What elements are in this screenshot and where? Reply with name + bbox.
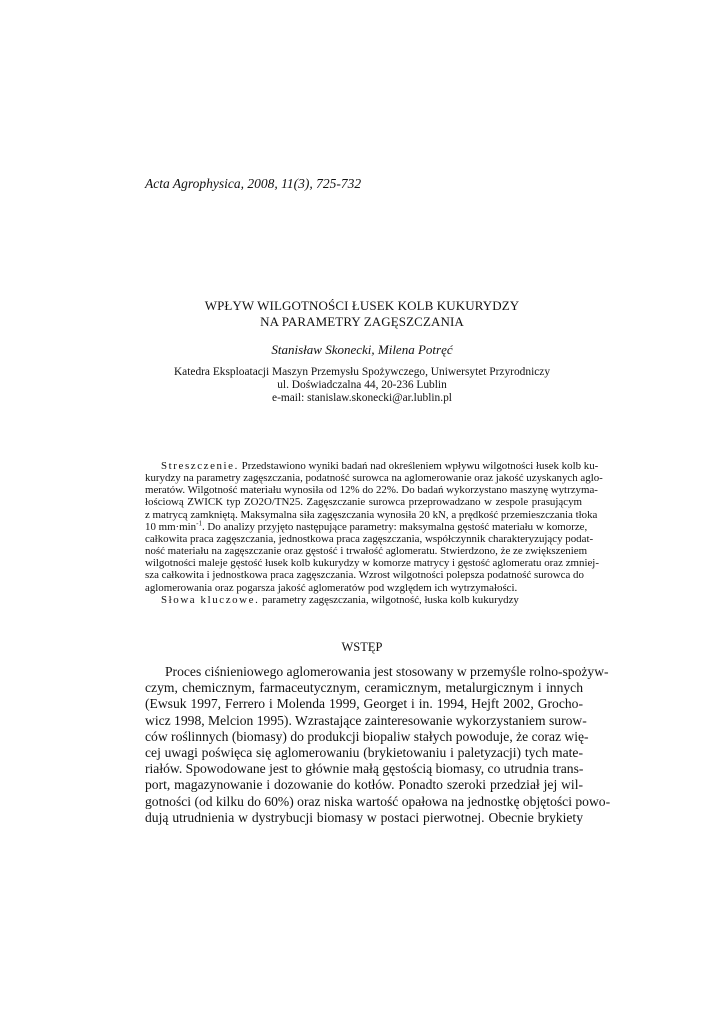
abstract-line: meratów. Wilgotność materiału wynosiła od 12% do 22%. Do badań wykorzystano maszynę wytrzyma-: [145, 484, 598, 497]
paper-title-line-1: WPŁYW WILGOTNOŚCI ŁUSEK KOLB KUKURYDZY: [204, 298, 520, 313]
abstract-line: sza całkowita i jednostkowa praca zagęszczania. Wzrost wilgotności polepsza podatność surowca do: [145, 569, 584, 582]
abstract-line: z matrycą zamkniętą. Maksymalna siła zagęszczania wynosiła 20 kN, a prędkość przemieszczania tłoka: [145, 508, 598, 521]
body-line: port, magazynowanie i dozowanie do kotłów. Ponadto szeroki przedział jej wil-: [145, 777, 583, 793]
body-line: wicz 1998, Melcion 1995). Wzrastające zainteresowanie wykorzystaniem surow-: [145, 712, 587, 728]
abstract-line: całkowita praca zagęszczania, jednostkowa praca zagęszczania, współczynnik charakteryzujący podat-: [145, 532, 594, 545]
abstract-line: 10 $mm\cdot\min^{-1}$. Do analizy przyjęto następujące parametry: maksymalna gęstość materiału w komorze,: [145, 519, 588, 533]
body-line: (Ewsuk 1997, Ferrero i Molenda 1999, Georget i in. 1994, Hejft 2002, Grocho-: [145, 696, 583, 712]
paper-title-line-2: NA PARAMETRY ZAGĘSZCZANIA: [260, 314, 464, 329]
keywords-label: Słowa kluczowe.: [161, 593, 260, 606]
superscript: -1: [196, 519, 202, 528]
body-line: Proces ciśnieniowego aglomerowania jest stosowany w przemyśle rolno-spożyw-: [165, 664, 609, 679]
abstract-line: Streszczenie. Przedstawiono wyniki badań nad określeniem wpływu wilgotności łusek kolb ku-: [161, 460, 599, 472]
affiliation-line-1: Katedra Eksploatacji Maszyn Przemysłu Spożywczego, Uniwersytet Przyrodniczy: [173, 366, 551, 378]
affiliation-email[interactable]: e-mail: stanislaw.skonecki@ar.lublin.pl: [272, 392, 452, 404]
abstract-line: ność materiału na zagęszczanie oraz gęstość i trwałość aglomeratu. Stwierdzono, że ze zwiększeniem: [145, 545, 588, 558]
body-text: [145, 664, 611, 826]
section-heading: WSTĘP: [341, 640, 383, 654]
journal-citation: Acta Agrophysica, 2008, 11(3), 725-732: [145, 176, 362, 191]
abstract-label: Streszczenie.: [161, 460, 239, 472]
body-line: cej uwagi poświęca się aglomerowaniu (brykietowaniu i paletyzacji) tych mate-: [145, 745, 583, 761]
abstract-line: kurydzy na parametry zagęszczania, podatność surowca na aglomerowanie oraz jakość uzyskanych aglo-: [145, 472, 603, 485]
authors: Stanisław Skonecki, Milena Potręć: [271, 342, 453, 357]
body-line: ców roślinnych (biomasy) do produkcji biopaliw stałych powoduje, że coraz wię-: [145, 728, 589, 744]
body-line: dują utrudnienia w dystrybucji biomasy w postaci pierwotnej. Obecnie brykiety: [145, 809, 583, 825]
body-line: riałów. Spowodowane jest to głównie małą gęstością biomasy, co utrudnia trans-: [145, 761, 584, 777]
abstract-line: łościową ZWICK typ ZO2O/TN25. Zagęszczanie surowca przeprowadzano w zespole prasującym: [145, 496, 582, 509]
abstract: [145, 460, 603, 606]
abstract-line: wilgotności maleje gęstość łusek kolb kukurydzy w komorze matrycy i gęstość aglomeratu oraz zmniej-: [145, 557, 599, 570]
keywords: Słowa kluczowe. parametry zagęszczania, wilgotność, łuska kolb kukurydzy: [161, 593, 519, 606]
affiliation-line-2: ul. Doświadczalna 44, 20-236 Lublin: [277, 379, 447, 391]
body-line: gotności (od kilku do 60%) oraz niska wartość opałowa na jednostkę objętości powo-: [145, 793, 611, 809]
body-line: czym, chemicznym, farmaceutycznym, ceramicznym, metalurgicznym i innych: [145, 680, 583, 696]
abstract-line: aglomerowania oraz pogarsza jakość aglomeratów pod względem ich wytrzymałości.: [145, 581, 518, 594]
